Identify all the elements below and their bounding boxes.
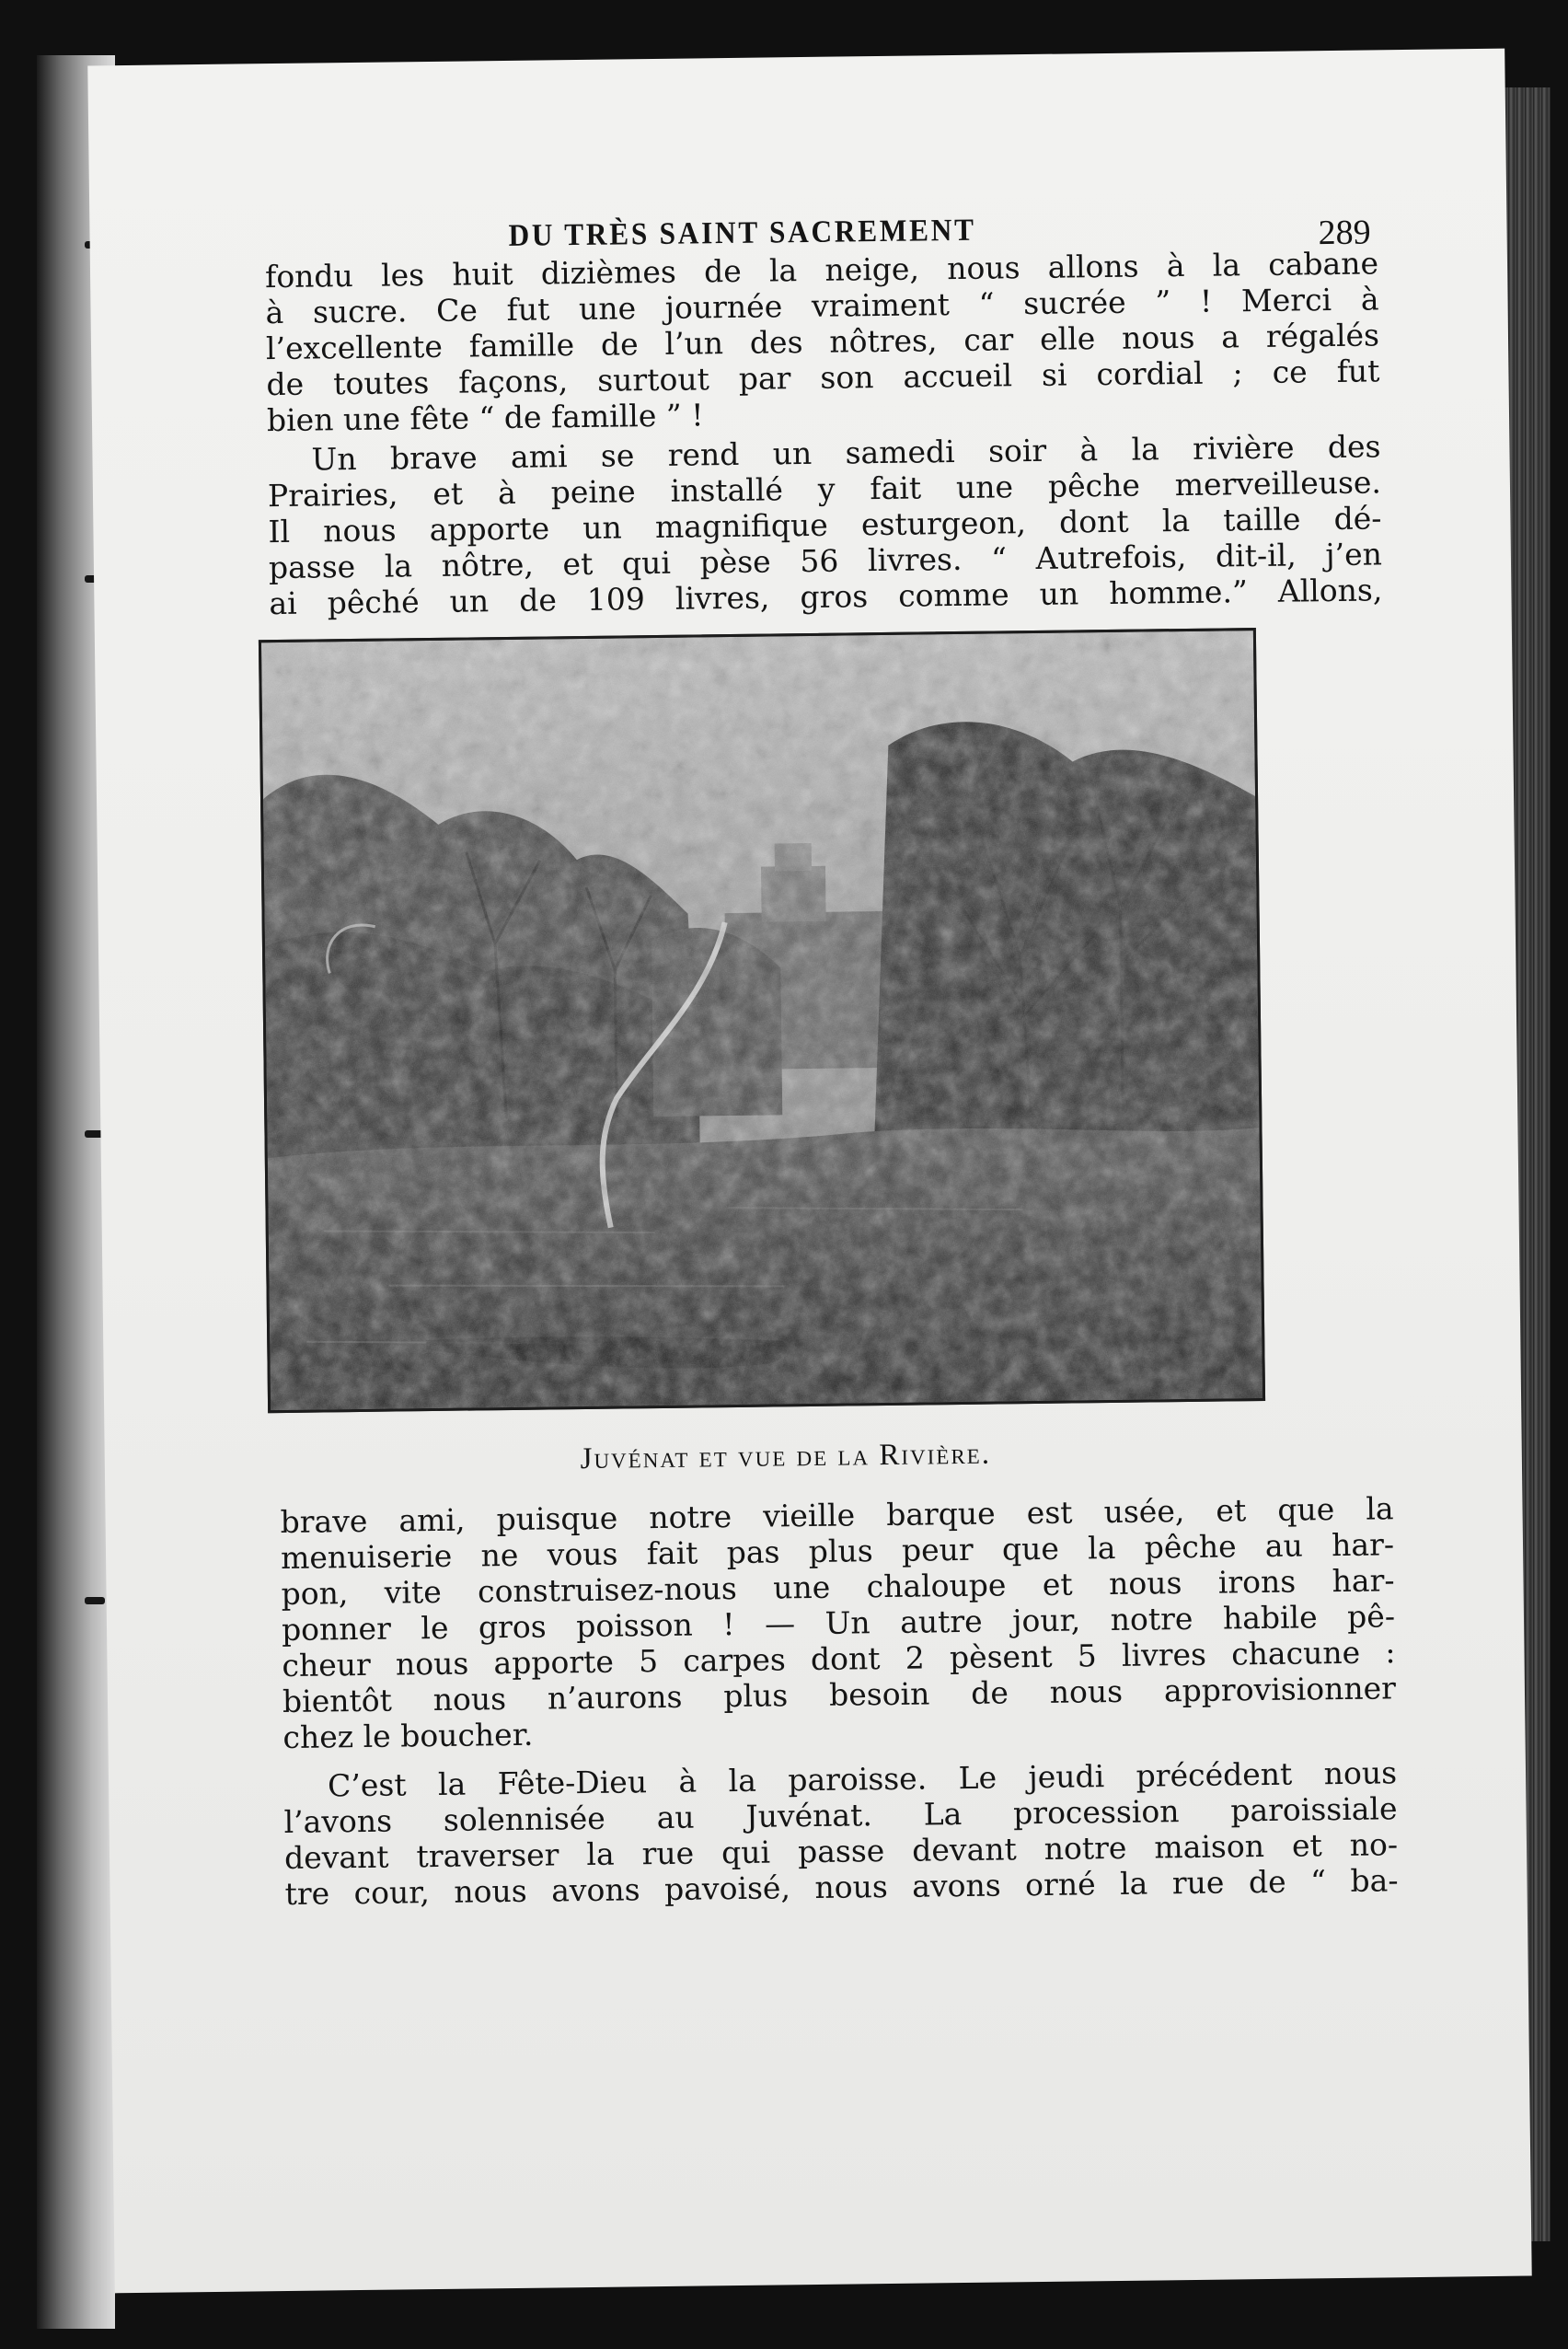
- text-line: ponner le gros poisson ! — Un autre jour, notre habile pê-: [281, 1598, 1396, 1649]
- binding-stitch: [85, 1597, 105, 1604]
- text-line: de toutes façons, surtout par son accueil si cordial ; ce fut: [266, 353, 1380, 403]
- text-line: à sucre. Ce fut une journée vraiment “ sucrée ” ! Merci à: [265, 281, 1379, 331]
- photo-illustration: [261, 631, 1262, 1410]
- text-line: l’excellente famille de l’un des nôtres, car elle nous a régalés: [265, 317, 1380, 367]
- text-line: Un brave ami se rend un samedi soir à la rivière des: [311, 428, 1381, 478]
- page-number: 289: [1318, 213, 1371, 253]
- running-title: DU TRÈS SAINT SACREMENT: [508, 213, 976, 253]
- text-line: Prairies, et à peine installé y fait une pêche merveilleuse.: [267, 464, 1382, 515]
- photograph-juvenat-river: [259, 628, 1265, 1413]
- text-line: ai pêché un de 109 livres, gros comme un homme.” Allons,: [269, 572, 1383, 622]
- text-line: pon, vite construisez-nous une chaloupe et nous irons har-: [281, 1562, 1395, 1613]
- text-line: devant traverser la rue qui passe devant notre maison et no-: [283, 1826, 1399, 1877]
- text-line: Il nous apporte un magnifique esturgeon, dont la taille dé-: [268, 500, 1382, 550]
- text-line: brave ami, puisque notre vieille barque est usée, et que la: [280, 1490, 1394, 1541]
- text-line: chez le boucher.: [282, 1716, 534, 1756]
- paragraph: [265, 245, 1380, 438]
- book-page: [87, 49, 1531, 2294]
- text-line: menuiserie ne vous fait pas plus peur que la pêche au har-: [280, 1526, 1395, 1577]
- paragraph: [283, 1754, 1399, 1912]
- text-line: cheur nous apporte 5 carpes dont 2 pèsent 5 livres chacune :: [282, 1634, 1396, 1684]
- text-line: l’avons solennisée au Juvénat. La procession paroissiale: [283, 1790, 1398, 1841]
- text-line: passe la nôtre, et qui pèse 56 livres. “ Autrefois, dit-il, j’en: [268, 536, 1383, 586]
- figure-caption: Juvénat et vue de la Rivière.: [580, 1437, 992, 1476]
- text-line: bientôt nous n’aurons plus besoin de nous approvisionner: [282, 1670, 1397, 1720]
- text-line: fondu les huit dizièmes de la neige, nous allons à la cabane: [264, 245, 1379, 295]
- running-head: [264, 169, 1378, 253]
- paragraph: [280, 1490, 1396, 1755]
- text-line: tre cour, nous avons pavoisé, nous avons orné la rue de “ ba-: [284, 1862, 1399, 1913]
- text-line: C’est la Fête-Dieu à la paroisse. Le jeudi précédent nous: [327, 1754, 1398, 1804]
- page-content: [264, 169, 1399, 1912]
- paragraph: [267, 428, 1382, 621]
- text-line: bien une fête “ de famille ” !: [266, 397, 704, 439]
